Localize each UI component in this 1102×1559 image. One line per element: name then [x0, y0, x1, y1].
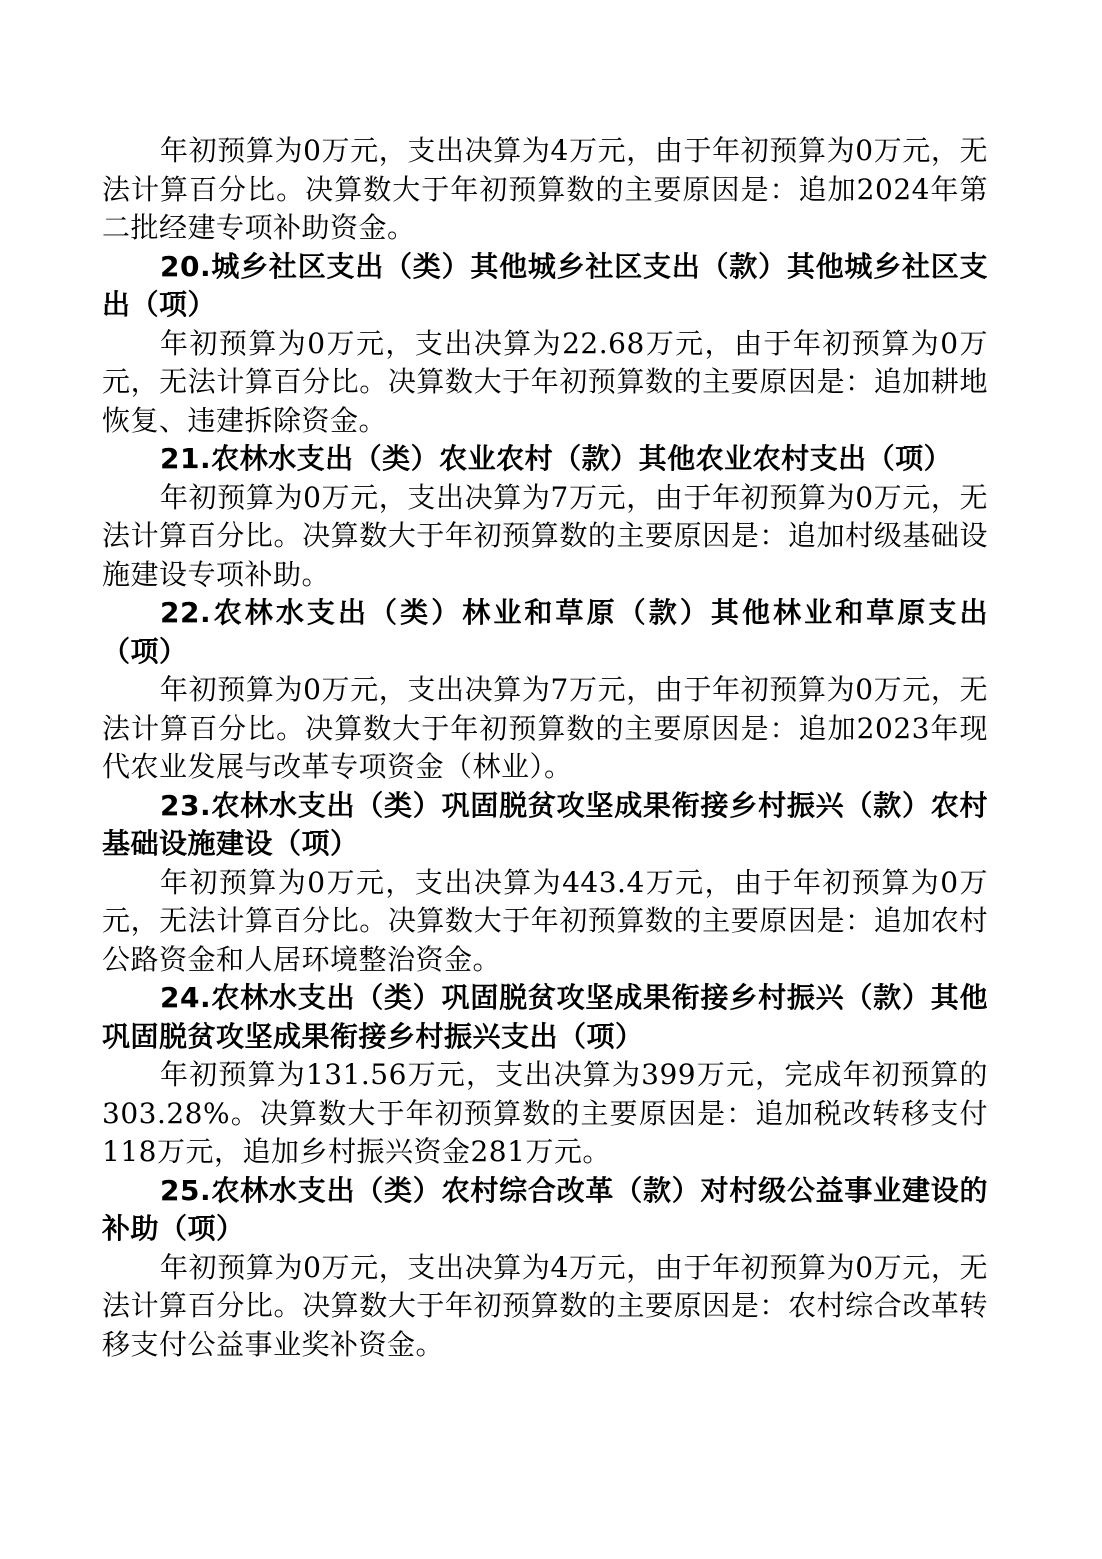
paragraph-item-19-explanation: 年初预算为0万元，支出决算为4万元，由于年初预算为0万元，无法计算百分比。决算数大于年初预算数的主要原因是：追加2024年第二批经建专项补助资金。	[102, 134, 988, 244]
document-page	[102, 132, 988, 1364]
paragraph-item-24-explanation: 年初预算为131.56万元，支出决算为399万元，完成年初预算的303.28%。决算数大于年初预算数的主要原因是：追加税改转移支付118万元，追加乡村振兴资金281万元。	[102, 1058, 988, 1168]
paragraph-item-23-explanation: 年初预算为0万元，支出决算为443.4万元，由于年初预算为0万元，无法计算百分比。决算数大于年初预算数的主要原因是：追加农村公路资金和人居环境整治资金。	[102, 865, 988, 976]
heading-item-21: 21.农林水支出（类）农业农村（款）其他农业农村支出（项）	[160, 442, 953, 475]
paragraph-item-25-explanation: 年初预算为0万元，支出决算为4万元，由于年初预算为0万元，无法计算百分比。决算数大于年初预算数的主要原因是：农村综合改革转移支付公益事业奖补资金。	[102, 1250, 988, 1361]
paragraph-item-20-explanation: 年初预算为0万元，支出决算为22.68万元，由于年初预算为0万元，无法计算百分比。决算数大于年初预算数的主要原因是：追加耕地恢复、违建拆除资金。	[102, 326, 988, 437]
paragraph-item-22-explanation: 年初预算为0万元，支出决算为7万元，由于年初预算为0万元，无法计算百分比。决算数大于年初预算数的主要原因是：追加2023年现代农业发展与改革专项资金（林业）。	[102, 673, 988, 783]
heading-item-23: 23.农林水支出（类）巩固脱贫攻坚成果衔接乡村振兴（款）农村基础设施建设（项）	[102, 788, 988, 860]
paragraph-item-21-explanation: 年初预算为0万元，支出决算为7万元，由于年初预算为0万元，无法计算百分比。决算数大于年初预算数的主要原因是：追加村级基础设施建设专项补助。	[102, 480, 988, 591]
heading-item-20: 20.城乡社区支出（类）其他城乡社区支出（款）其他城乡社区支出（项）	[102, 249, 988, 321]
heading-item-25: 25.农林水支出（类）农村综合改革（款）对村级公益事业建设的补助（项）	[102, 1173, 988, 1245]
heading-item-24: 24.农林水支出（类）巩固脱贫攻坚成果衔接乡村振兴（款）其他巩固脱贫攻坚成果衔接乡村振兴支出（项）	[102, 981, 988, 1053]
heading-item-22: 22.农林水支出（类）林业和草原（款）其他林业和草原支出（项）	[102, 596, 988, 668]
